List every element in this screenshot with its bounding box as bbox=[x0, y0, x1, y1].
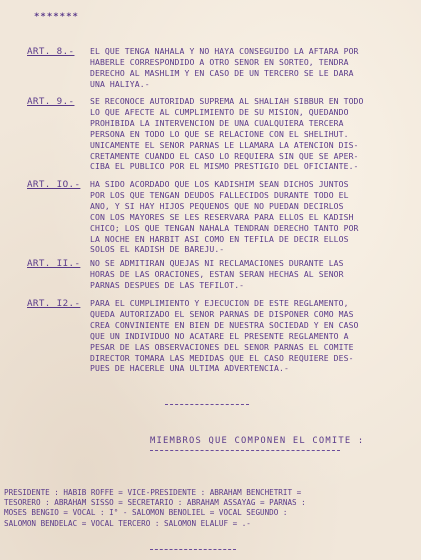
text-line: PERSONA EN TODO LO QUE SE RELACIONE CON EL SHELIHUT. bbox=[90, 128, 349, 139]
article-label: ART. II.- bbox=[27, 258, 81, 269]
divider-top bbox=[165, 404, 249, 405]
article-label: ART. 8.- bbox=[27, 46, 75, 57]
article-label: ART. 9.- bbox=[27, 96, 75, 107]
text-line: UNA HALIYA.- bbox=[90, 78, 150, 89]
text-line: SOLOS EL KADISH DE BAREJU.- bbox=[90, 244, 225, 255]
text-line: PARA EL CUMPLIMIENTO Y EJECUCION DE ESTE REGLAMENTO, bbox=[90, 298, 349, 308]
article-label: ART. I2.- bbox=[27, 298, 81, 309]
text-line: CHICO; LOS QUE TENGAN NAHALA TENDRAN DERECHO TANTO POR bbox=[90, 222, 359, 233]
text-line: CIBA EL PUBLICO POR EL MISMO PRESTIGIO DEL OFICIANTE.- bbox=[90, 161, 359, 172]
text-line: CRETAMENTE CUANDO EL CASO LO REQUIERA SIN QUE SE APER- bbox=[90, 150, 359, 161]
text-line: UNICAMENTE EL SENOR PARNAS LE LLAMARA LA ATENCION DIS- bbox=[90, 139, 359, 150]
member-line: TESORERO : ABRAHAM SISSO = SECRETARIO : ABRAHAM ASSAYAG = PARNAS : bbox=[4, 498, 306, 508]
committee-heading: MIEMBROS QUE COMPONEN EL COMITE : bbox=[150, 436, 365, 446]
text-line: DERECHO AL MASHLIM Y EN CASO DE UN TERCERO SE LE DARA bbox=[90, 67, 354, 78]
article-text bbox=[90, 179, 410, 255]
text-line: CON LOS MAYORES SE LES RESERVARA PARA ELLOS EL KADISH bbox=[90, 211, 354, 222]
article-label: ART. IO.- bbox=[27, 179, 81, 190]
text-line: LA NOCHE EN HARBIT ASI COMO EN TEFILA DE DECIR ELLOS bbox=[90, 233, 349, 244]
article-text bbox=[90, 258, 410, 291]
member-line: PRESIDENTE : HABIB ROFFE = VICE-PRESIDENTE : ABRAHAM BENCHETRIT = bbox=[4, 488, 302, 497]
text-line: POR LOS QUE TENGAN DEUDOS FALLECIDOS DURANTE TODO EL bbox=[90, 189, 349, 200]
text-line: SE RECONOCE AUTORIDAD SUPREMA AL SHALIAH SIBBUR EN TODO bbox=[90, 96, 364, 106]
heading-underline bbox=[150, 450, 340, 451]
text-line: HORAS DE LAS ORACIONES, ESTAN SERAN HECHAS AL SENOR bbox=[90, 268, 344, 279]
committee-members bbox=[4, 488, 306, 529]
member-line: SALOMON BENDELAC = VOCAL TERCERO : SALOMON ELALUF = .- bbox=[4, 518, 251, 528]
text-line: PESAR DE LAS OBSERVACIONES DEL SENOR PARNAS EL COMITE bbox=[90, 341, 354, 352]
text-line: LO QUE AFECTE AL CUMPLIMIENTO DE SU MISION, QUEDANDO bbox=[90, 106, 349, 117]
article-text bbox=[90, 46, 410, 90]
article-text bbox=[90, 298, 410, 374]
text-line: PROHIBIDA LA INTERVENCION DE UNA CUALQUIERA TERCERA bbox=[90, 117, 344, 128]
text-line: NO SE ADMITIRAN QUEJAS NI RECLAMACIONES DURANTE LAS bbox=[90, 258, 344, 268]
text-line: PARNAS DESPUES DE LAS TEFILOT.- bbox=[90, 279, 245, 290]
text-line: DIRECTOR TOMARA LAS MEDIDAS QUE EL CASO REQUIERE DES- bbox=[90, 352, 354, 363]
text-line: EL QUE TENGA NAHALA Y NO HAYA CONSEGUIDO LA AFTARA POR bbox=[90, 46, 359, 56]
text-line: QUE UN INDIVIDUO NO ACATARE EL PRESENTE REGLAMENTO A bbox=[90, 330, 349, 341]
text-line: ANO, Y SI HAY HIJOS PEQUENOS QUE NO PUEDAN DECIRLOS bbox=[90, 200, 344, 211]
divider-bottom bbox=[150, 549, 236, 550]
header-stars: ******* bbox=[34, 12, 79, 22]
member-line: MOSES BENGIO = VOCAL : I° - SALOMON BENOLIEL = VOCAL SEGUNDO : bbox=[4, 508, 288, 518]
text-line: HA SIDO ACORDADO QUE LOS KADISHIM SEAN DICHOS JUNTOS bbox=[90, 179, 349, 189]
text-line: HABERLE CORRESPONDIDO A OTRO SENOR EN SORTEO, TENDRA bbox=[90, 56, 349, 67]
text-line: CREA CONVINIENTE EN BIEN DE NUESTRA SOCIEDAD Y EN CASO bbox=[90, 319, 359, 330]
text-line: QUEDA AUTORIZADO EL SENOR PARNAS DE DISPONER COMO MAS bbox=[90, 308, 354, 319]
article-text bbox=[90, 96, 410, 172]
text-line: PUES DE HACERLE UNA ULTIMA ADVERTENCIA.- bbox=[90, 363, 289, 374]
